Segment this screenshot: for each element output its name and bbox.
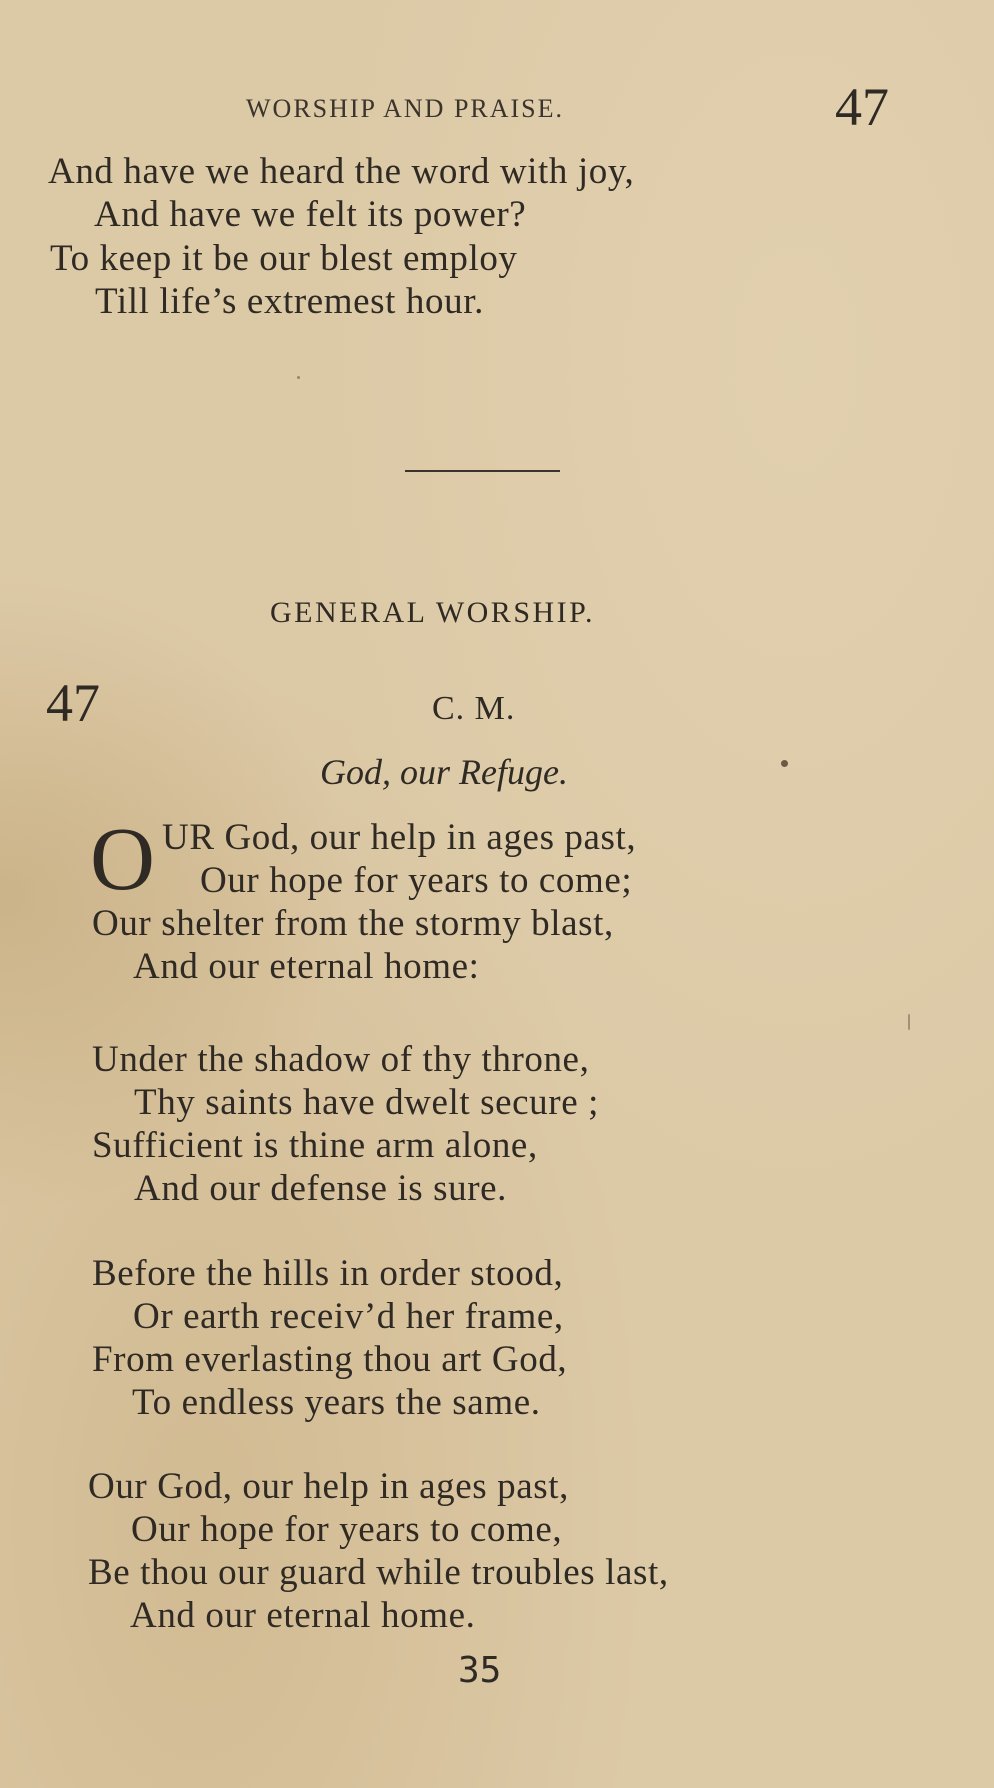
stanza-4-line-2: Our hope for years to come, (131, 1509, 563, 1550)
running-head: WORSHIP AND PRAISE. (246, 94, 565, 123)
stanza-1-line-4: And our eternal home: (133, 946, 480, 987)
previous-stanza-line-4: Till life’s extremest hour. (95, 281, 484, 322)
stanza-2-line-4: And our defense is sure. (134, 1168, 507, 1209)
stanza-2-line-3: Sufficient is thine arm alone, (92, 1125, 538, 1166)
paper-mark (908, 1014, 910, 1030)
hymn-title: God, our Refuge. (320, 752, 568, 792)
page-number: 47 (835, 77, 889, 137)
stanza-2-line-2: Thy saints have dwelt secure ; (134, 1082, 599, 1123)
stanza-4-line-3: Be thou our guard while troubles last, (88, 1552, 669, 1593)
previous-stanza-line-2: And have we felt its power? (94, 194, 527, 235)
hymn-number: 47 (46, 673, 100, 733)
stanza-4-line-1: Our God, our help in ages past, (88, 1466, 570, 1507)
previous-stanza-line-1: And have we heard the word with joy, (48, 151, 635, 192)
section-title: GENERAL WORSHIP. (270, 596, 596, 629)
stanza-1-line-2: Our hope for years to come; (200, 860, 633, 901)
hymn-meter: C. M. (432, 690, 516, 727)
stanza-4-line-4: And our eternal home. (130, 1595, 476, 1636)
folio-number: 35 (458, 1650, 502, 1691)
previous-stanza-line-3: To keep it be our blest employ (50, 238, 518, 279)
stanza-3-line-1: Before the hills in order stood, (92, 1253, 564, 1294)
section-divider (405, 470, 560, 472)
stanza-3-line-3: From everlasting thou art God, (92, 1339, 568, 1380)
drop-cap: O (90, 810, 155, 909)
stanza-1-line-3: Our shelter from the stormy blast, (92, 903, 614, 944)
stanza-3-line-2: Or earth receiv’d her frame, (133, 1296, 564, 1337)
paper-dot (297, 376, 300, 379)
stanza-3-line-4: To endless years the same. (132, 1382, 541, 1423)
ink-speck (781, 760, 788, 767)
stanza-2-line-1: Under the shadow of thy throne, (92, 1039, 590, 1080)
stanza-1-line-1: UR God, our help in ages past, (162, 817, 637, 858)
